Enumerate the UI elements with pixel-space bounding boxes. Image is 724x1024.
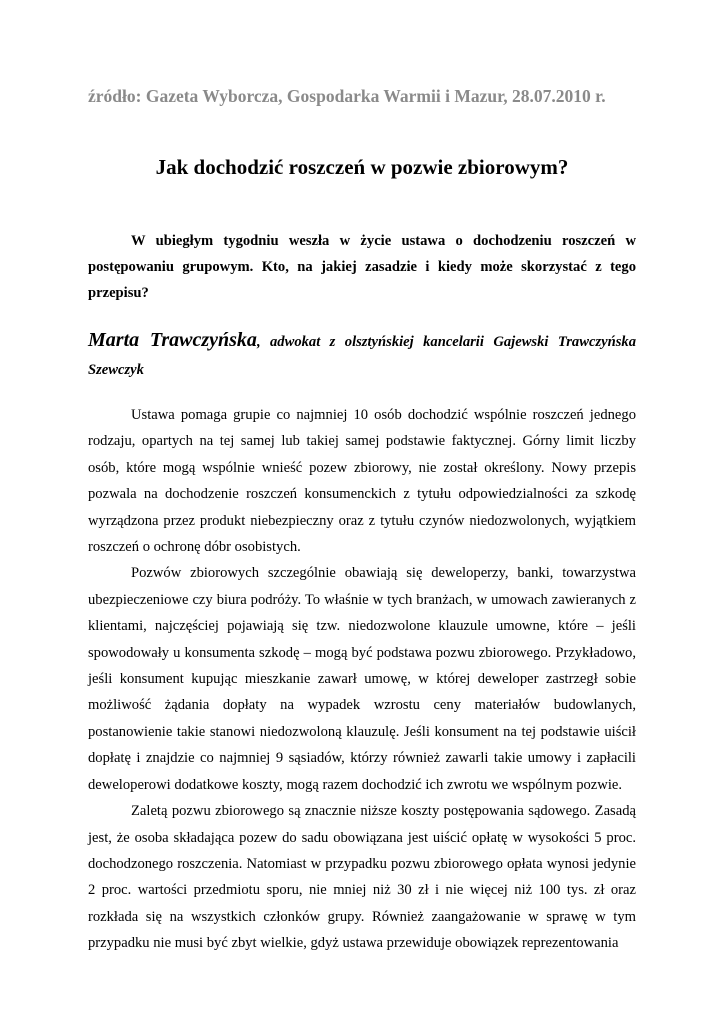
body-paragraph-3: Zaletą pozwu zbiorowego są znacznie niższe koszty postępowania sądowego. Zasadą jest, że osoba składająca pozew do sadu obowiązana jest uiścić opłatę w wysokości 5 proc. dochodzonego roszczenia. Natomiast w przypadku pozwu zbiorowego opłata wynosi jedynie 2 proc. wartości przedmiotu sporu, nie mniej niż 30 zł i nie więcej niż 100 tys. zł oraz rozkłada się na wszystkich członków grupy. Również zaangażowanie w sprawę w tym przypadku nie musi być zbyt wielkie, gdyż ustawa przewiduje obowiązek reprezentowania — [88, 803, 636, 952]
article-title: Jak dochodzić roszczeń w pozwie zbiorowym? — [155, 155, 569, 179]
author-name: Marta Trawczyńska — [88, 329, 257, 351]
body-paragraph-2: Pozwów zbiorowych szczególnie obawiają się deweloperzy, banki, towarzystwa ubezpieczeniowe czy biura podróży. To właśnie w tych branżach, w umowach zawieranych z klientami, najczęściej pojawiają się tzw. niedozwolone klauzule umowne, które – jeśli spowodowały u konsumenta szkodę – mogą być podstawa pozwu zbiorowego. Przykładowo, jeśli konsument kupując mieszkanie zawarł umowę, w której deweloper zastrzegł sobie możliwość żądania dopłaty na wypadek wzrostu ceny materiałów budowlanych, postanowienie takie stanowi niedozwoloną klauzulę. Jeśli konsument na tej podstawie uiścił dopłatę i znajdzie co najmniej 9 sąsiadów, którzy również zawarli takie umowy i zapłacili deweloperowi dodatkowe koszty, mogą razem dochodzić ich zwrotu we wspólnym pozwie. — [88, 565, 636, 793]
source-line: źródło: Gazeta Wyborcza, Gospodarka Warmii i Mazur, 28.07.2010 r. — [88, 86, 606, 106]
body-paragraph-1: Ustawa pomaga grupie co najmniej 10 osób dochodzić wspólnie roszczeń jednego rodzaju, opartych na tej samej lub takiej samej podstawie faktycznej. Górny limit liczby osób, które mogą wspólnie wnieść pozew zbiorowy, nie został określony. Nowy przepis pozwala na dochodzenie roszczeń konsumenckich z tytułu odpowiedzialności za szkodę wyrządzona przez produkt niebezpieczny oraz z tytułu czynów niedozwolonych, wyjątkiem roszczeń o ochronę dóbr osobistych. — [88, 407, 636, 556]
article-lead: W ubiegłym tygodniu weszła w życie ustawa o dochodzeniu roszczeń w postępowaniu grupowym. Kto, na jakiej zasadzie i kiedy może skorzystać z tego przepisu? — [88, 233, 636, 301]
author-affiliation: , adwokat z olsztyńskiej kancelarii Gajewski Trawczyńska Szewczyk — [88, 334, 636, 378]
byline — [88, 326, 636, 384]
article-body — [88, 402, 636, 957]
